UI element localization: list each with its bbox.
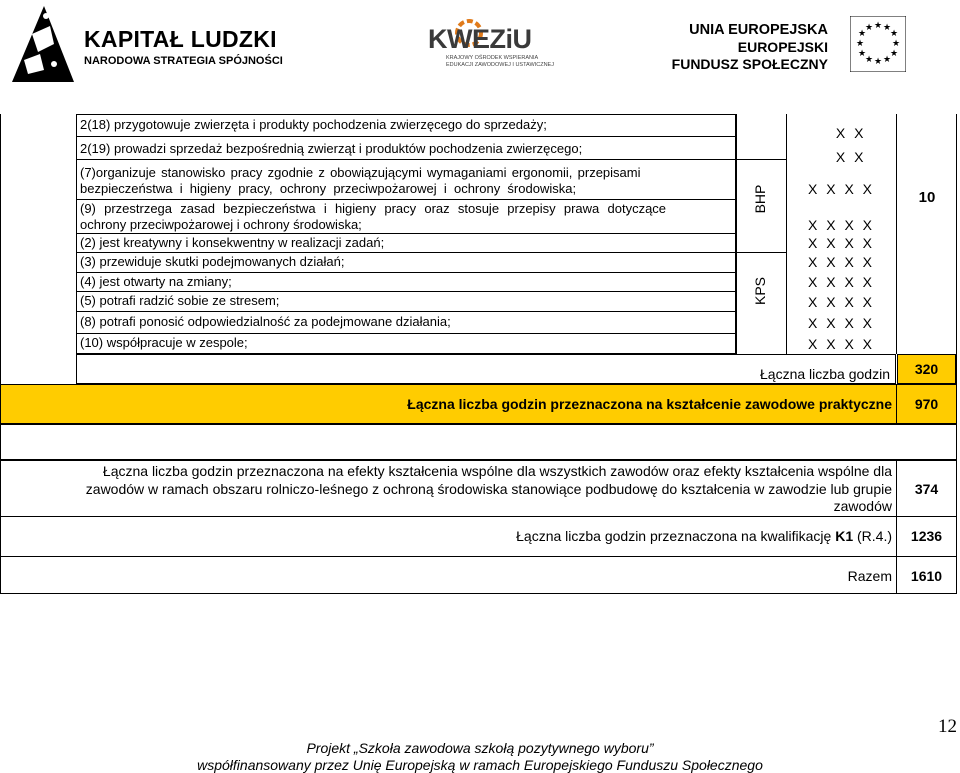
marks-cell: X X X X xyxy=(808,294,875,310)
group-divider xyxy=(736,159,786,160)
row-divider xyxy=(76,233,736,234)
kapital-ludzki-logo xyxy=(6,4,283,84)
row-divider xyxy=(76,311,736,312)
outcome-row-text-cont: bezpieczeństwa i higieny pracy, ochrony przeciwpożarowej i ochrony środowiska; xyxy=(80,181,577,196)
row-divider xyxy=(76,333,736,334)
k1-code: K1 xyxy=(835,528,854,544)
k1-hours-value: 1236 xyxy=(910,528,943,544)
svg-text:★: ★ xyxy=(891,39,901,49)
marks-cell: X X X X xyxy=(808,181,875,197)
eu-line3: FUNDUSZ SPOŁECZNY xyxy=(671,56,828,72)
common-outcomes-value: 374 xyxy=(914,481,939,497)
group-col-border xyxy=(736,114,737,354)
practical-training-value: 970 xyxy=(914,396,939,412)
summary-row-divider xyxy=(0,516,957,517)
outcome-row-text: (2) jest kreatywny i konsekwentny w realizacji zadań; xyxy=(80,235,385,250)
common-outcomes-line2: zawodów w ramach obszaru rolniczo-leśnego z ochroną środowiska stanowiące podbudowę do kształcenia w zawodzie lub grupie xyxy=(85,481,892,497)
kowezu-subtitle-line1: KRAJOWY OŚRODEK WSPIERANIA xyxy=(446,55,539,61)
row-divider xyxy=(76,272,736,273)
k1-prefix: Łączna liczba godzin przeznaczona na kwalifikację xyxy=(516,528,832,544)
svg-text:★: ★ xyxy=(864,55,874,65)
eu-line1: UNIA EUROPEJSKA xyxy=(689,22,828,38)
marks-cell: X X X X xyxy=(808,254,875,270)
outcome-row-text: 2(18) przygotowuje zwierzęta i produkty pochodzenia zwierzęcego do sprzedaży; xyxy=(80,117,547,132)
practical-training-label: Łączna liczba godzin przeznaczona na kształcenie zawodowe praktyczne xyxy=(407,396,892,412)
marks-cell: X X X X xyxy=(808,336,875,352)
kapital-ludzki-title: KAPITAŁ LUDZKI xyxy=(84,26,277,52)
hours-block-value: 10 xyxy=(918,189,936,206)
svg-text:★: ★ xyxy=(889,29,899,39)
outcome-row-text: (9) przestrzega zasad bezpieczeństwa i higieny pracy oraz stosuje przepisy prawa dotyczące xyxy=(80,201,667,216)
summary-row-divider xyxy=(0,556,957,557)
row-divider xyxy=(76,136,736,137)
svg-text:★: ★ xyxy=(864,23,874,33)
outcome-row-text: (8) potrafi ponosić odpowiedzialność za podejmowane działania; xyxy=(80,314,451,329)
grand-total-label: Razem xyxy=(847,568,892,584)
kowezu-subtitle-line2: EDUKACJI ZAWODOWEJ I USTAWICZNEJ xyxy=(446,62,554,68)
spacer-row xyxy=(0,424,957,460)
outcome-row-text: (4) jest otwarty na zmiany; xyxy=(80,274,232,289)
common-outcomes-line1: Łączna liczba godzin przeznaczona na efekty kształcenia wspólne dla wszystkich zawodów oraz efekty kształcenia wspólne dla xyxy=(102,463,892,479)
row-divider xyxy=(76,252,736,253)
group-label-bhp: BHP xyxy=(752,184,768,214)
k1-hours-label xyxy=(2,528,892,544)
svg-text:★: ★ xyxy=(873,57,883,67)
marks-cell: X X xyxy=(835,149,866,165)
kowezu-name: KWEZiU xyxy=(428,24,532,54)
eu-logo-text xyxy=(672,22,828,73)
footer-funding-line: współfinansowany przez Unię Europejską w ramach Europejskiego Funduszu Społecznego xyxy=(197,757,763,773)
svg-text:★: ★ xyxy=(857,49,867,59)
page-number: 12 xyxy=(938,716,957,737)
eu-stars-icon xyxy=(850,16,906,72)
outcome-row-text: (5) potrafi radzić sobie ze stresem; xyxy=(80,293,280,308)
k1-suffix: (R.4.) xyxy=(857,528,892,544)
outcome-row-text: (10) współpracuje w zespole; xyxy=(80,335,248,350)
kowezu-subtitle xyxy=(446,55,554,69)
total-hours-value: 320 xyxy=(914,361,939,377)
common-outcomes-line3: zawodów xyxy=(833,498,892,514)
kowezu-logo xyxy=(428,14,558,70)
row-divider xyxy=(76,199,736,200)
marks-cell: X X xyxy=(835,125,866,141)
total-hours-label: Łączna liczba godzin xyxy=(760,366,890,382)
row-divider xyxy=(76,291,736,292)
footer-project-line: Projekt „Szkoła zawodowa szkołą pozytywnego wyboru” xyxy=(306,740,654,756)
marks-cell: X X X X xyxy=(808,217,875,233)
svg-text:★: ★ xyxy=(882,55,892,65)
group-label-kps: KPS xyxy=(752,277,768,306)
svg-text:★: ★ xyxy=(855,39,865,49)
svg-text:★: ★ xyxy=(882,23,892,33)
marks-cell: X X X X xyxy=(808,235,875,251)
page-header xyxy=(0,0,960,100)
group-col-border xyxy=(786,114,787,354)
svg-text:★: ★ xyxy=(857,29,867,39)
grand-total-value: 1610 xyxy=(910,568,943,584)
svg-text:★: ★ xyxy=(873,21,883,31)
eu-line2: EUROPEJSKI xyxy=(737,39,828,55)
row-divider xyxy=(76,159,736,160)
outcome-row-text: (3) przewiduje skutki podejmowanych działań; xyxy=(80,254,345,269)
marks-cell: X X X X xyxy=(808,315,875,331)
outcome-row-text-cont: ochrony przeciwpożarowej i ochrony środowiska; xyxy=(80,217,362,232)
outcome-row-text: (7)organizuje stanowisko pracy zgodnie z obowiązującymi wymaganiami ergonomii, przepisami xyxy=(80,165,641,180)
kapital-ludzki-emblem-icon xyxy=(10,4,76,84)
eu-logo xyxy=(671,16,956,76)
svg-text:★: ★ xyxy=(889,49,899,59)
marks-cell: X X X X xyxy=(808,274,875,290)
kapital-ludzki-subtitle: NARODOWA STRATEGIA SPÓJNOŚCI xyxy=(84,55,283,67)
outcome-row-text: 2(19) prowadzi sprzedaż bezpośrednią zwierząt i produktów pochodzenia zwierzęcego; xyxy=(80,141,583,156)
marks-col-border xyxy=(896,114,897,354)
